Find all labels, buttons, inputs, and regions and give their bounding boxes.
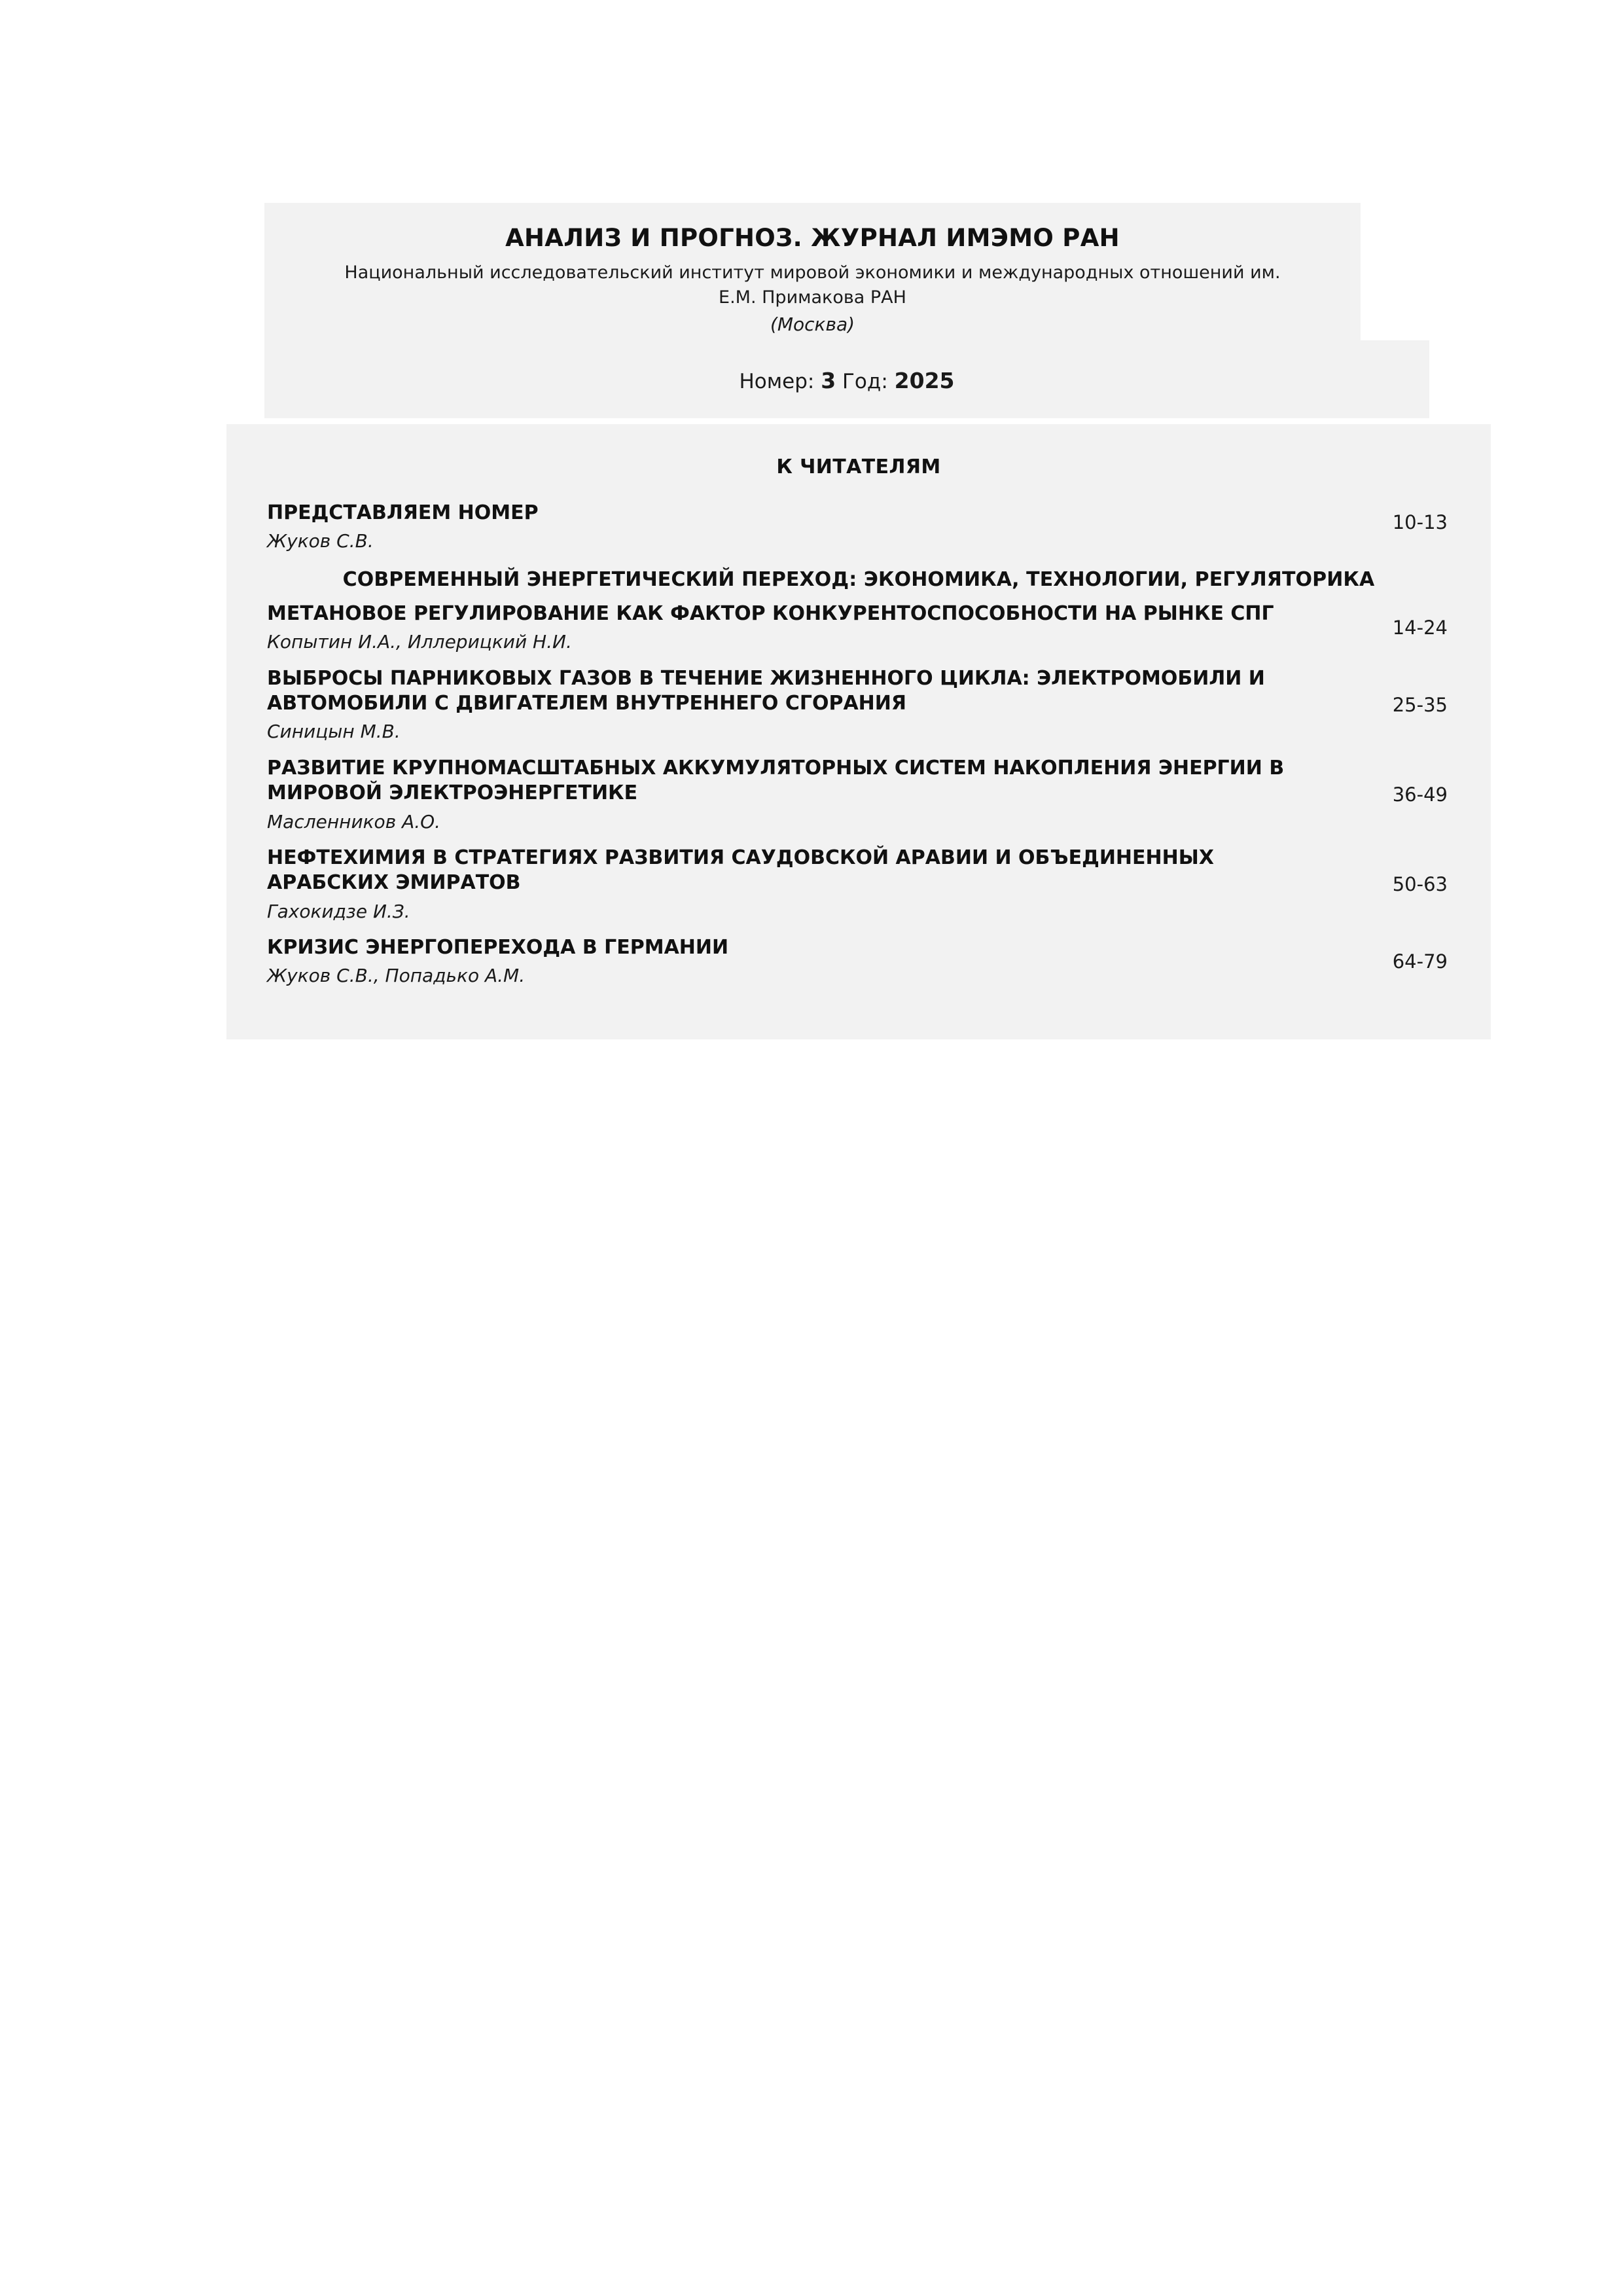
toc-entry-main [267,601,1363,655]
toc-entry-main [267,846,1363,924]
toc-entry-title[interactable]: НЕФТЕХИМИЯ В СТРАТЕГИЯХ РАЗВИТИЯ САУДОВСКОЙ АРАВИИ И ОБЪЕДИНЕННЫХ АРАБСКИХ ЭМИРАТОВ [267,846,1214,895]
toc-entry-title[interactable]: КРИЗИС ЭНЕРГОПЕРЕХОДА В ГЕРМАНИИ [267,936,729,960]
toc-entry-authors: Синицын М.В. [267,721,401,743]
journal-title: АНАЛИЗ И ПРОГНОЗ. ЖУРНАЛ ИМЭМО РАН [505,224,1120,252]
issue-year-value: 2025 [894,368,955,393]
journal-city: (Москва) [770,313,855,335]
issue-line [264,368,1429,393]
toc-entry-pages: 50-63 [1392,873,1448,896]
toc-entry[interactable] [226,935,1491,988]
table-of-contents [226,424,1491,1039]
toc-entry-main [267,756,1363,834]
toc-rubric: СОВРЕМЕННЫЙ ЭНЕРГЕТИЧЕСКИЙ ПЕРЕХОД: ЭКОНОМИКА, ТЕХНОЛОГИИ, РЕГУЛЯТОРИКА [342,567,1375,591]
toc-entry-authors: Масленников А.О. [267,810,441,833]
toc-entry-main [267,501,1363,554]
toc-entry-pages: 36-49 [1392,783,1448,806]
toc-entry-main [267,935,1363,988]
toc-entry[interactable] [226,666,1491,744]
toc-entry[interactable] [226,501,1491,554]
toc-entry-title[interactable]: ПРЕДСТАВЛЯЕМ НОМЕР [267,501,539,524]
toc-entry-title[interactable]: РАЗВИТИЕ КРУПНОМАСШТАБНЫХ АККУМУЛЯТОРНЫХ СИСТЕМ НАКОПЛЕНИЯ ЭНЕРГИИ В МИРОВОЙ ЭЛЕКТРОЭНЕРГЕТИКЕ [267,756,1285,805]
toc-entry-title[interactable]: МЕТАНОВОЕ РЕГУЛИРОВАНИЕ КАК ФАКТОР КОНКУРЕНТОСПОСОБНОСТИ НА РЫНКЕ СПГ [267,601,1274,625]
toc-entry-pages: 14-24 [1392,617,1448,639]
toc-entry[interactable] [226,846,1491,924]
toc-entry[interactable] [226,601,1491,655]
issue-number-value: 3 [821,368,836,393]
journal-masthead [264,203,1361,351]
toc-entry-main [267,666,1363,744]
toc-entry-authors: Жуков С.В., Попадько А.М. [267,965,526,987]
toc-entry-authors: Жуков С.В. [267,530,374,552]
toc-entry-authors: Копытин И.А., Иллерицкий Н.И. [267,631,572,653]
toc-section-heading: К ЧИТАТЕЛЯМ [776,456,941,478]
toc-entry-pages: 64-79 [1392,950,1448,973]
issue-number-label: Номер: [739,370,815,393]
toc-entry-title[interactable]: ВЫБРОСЫ ПАРНИКОВЫХ ГАЗОВ В ТЕЧЕНИЕ ЖИЗНЕННОГО ЦИКЛА: ЭЛЕКТРОМОБИЛИ И АВТОМОБИЛИ С ДВИГАТЕЛЕМ ВНУТРЕННЕГО СГОРАНИЯ [267,666,1265,715]
toc-entry[interactable] [226,756,1491,834]
toc-entry-pages: 10-13 [1392,511,1448,533]
issue-band [264,340,1429,418]
issue-year-label: Год: [842,370,888,393]
toc-entry-authors: Гахокидзе И.З. [267,900,410,922]
toc-entry-pages: 25-35 [1392,694,1448,717]
institute-name: Национальный исследовательский институт мировой экономики и международных отношений им. Е.М. Примакова РАН [344,262,1281,308]
